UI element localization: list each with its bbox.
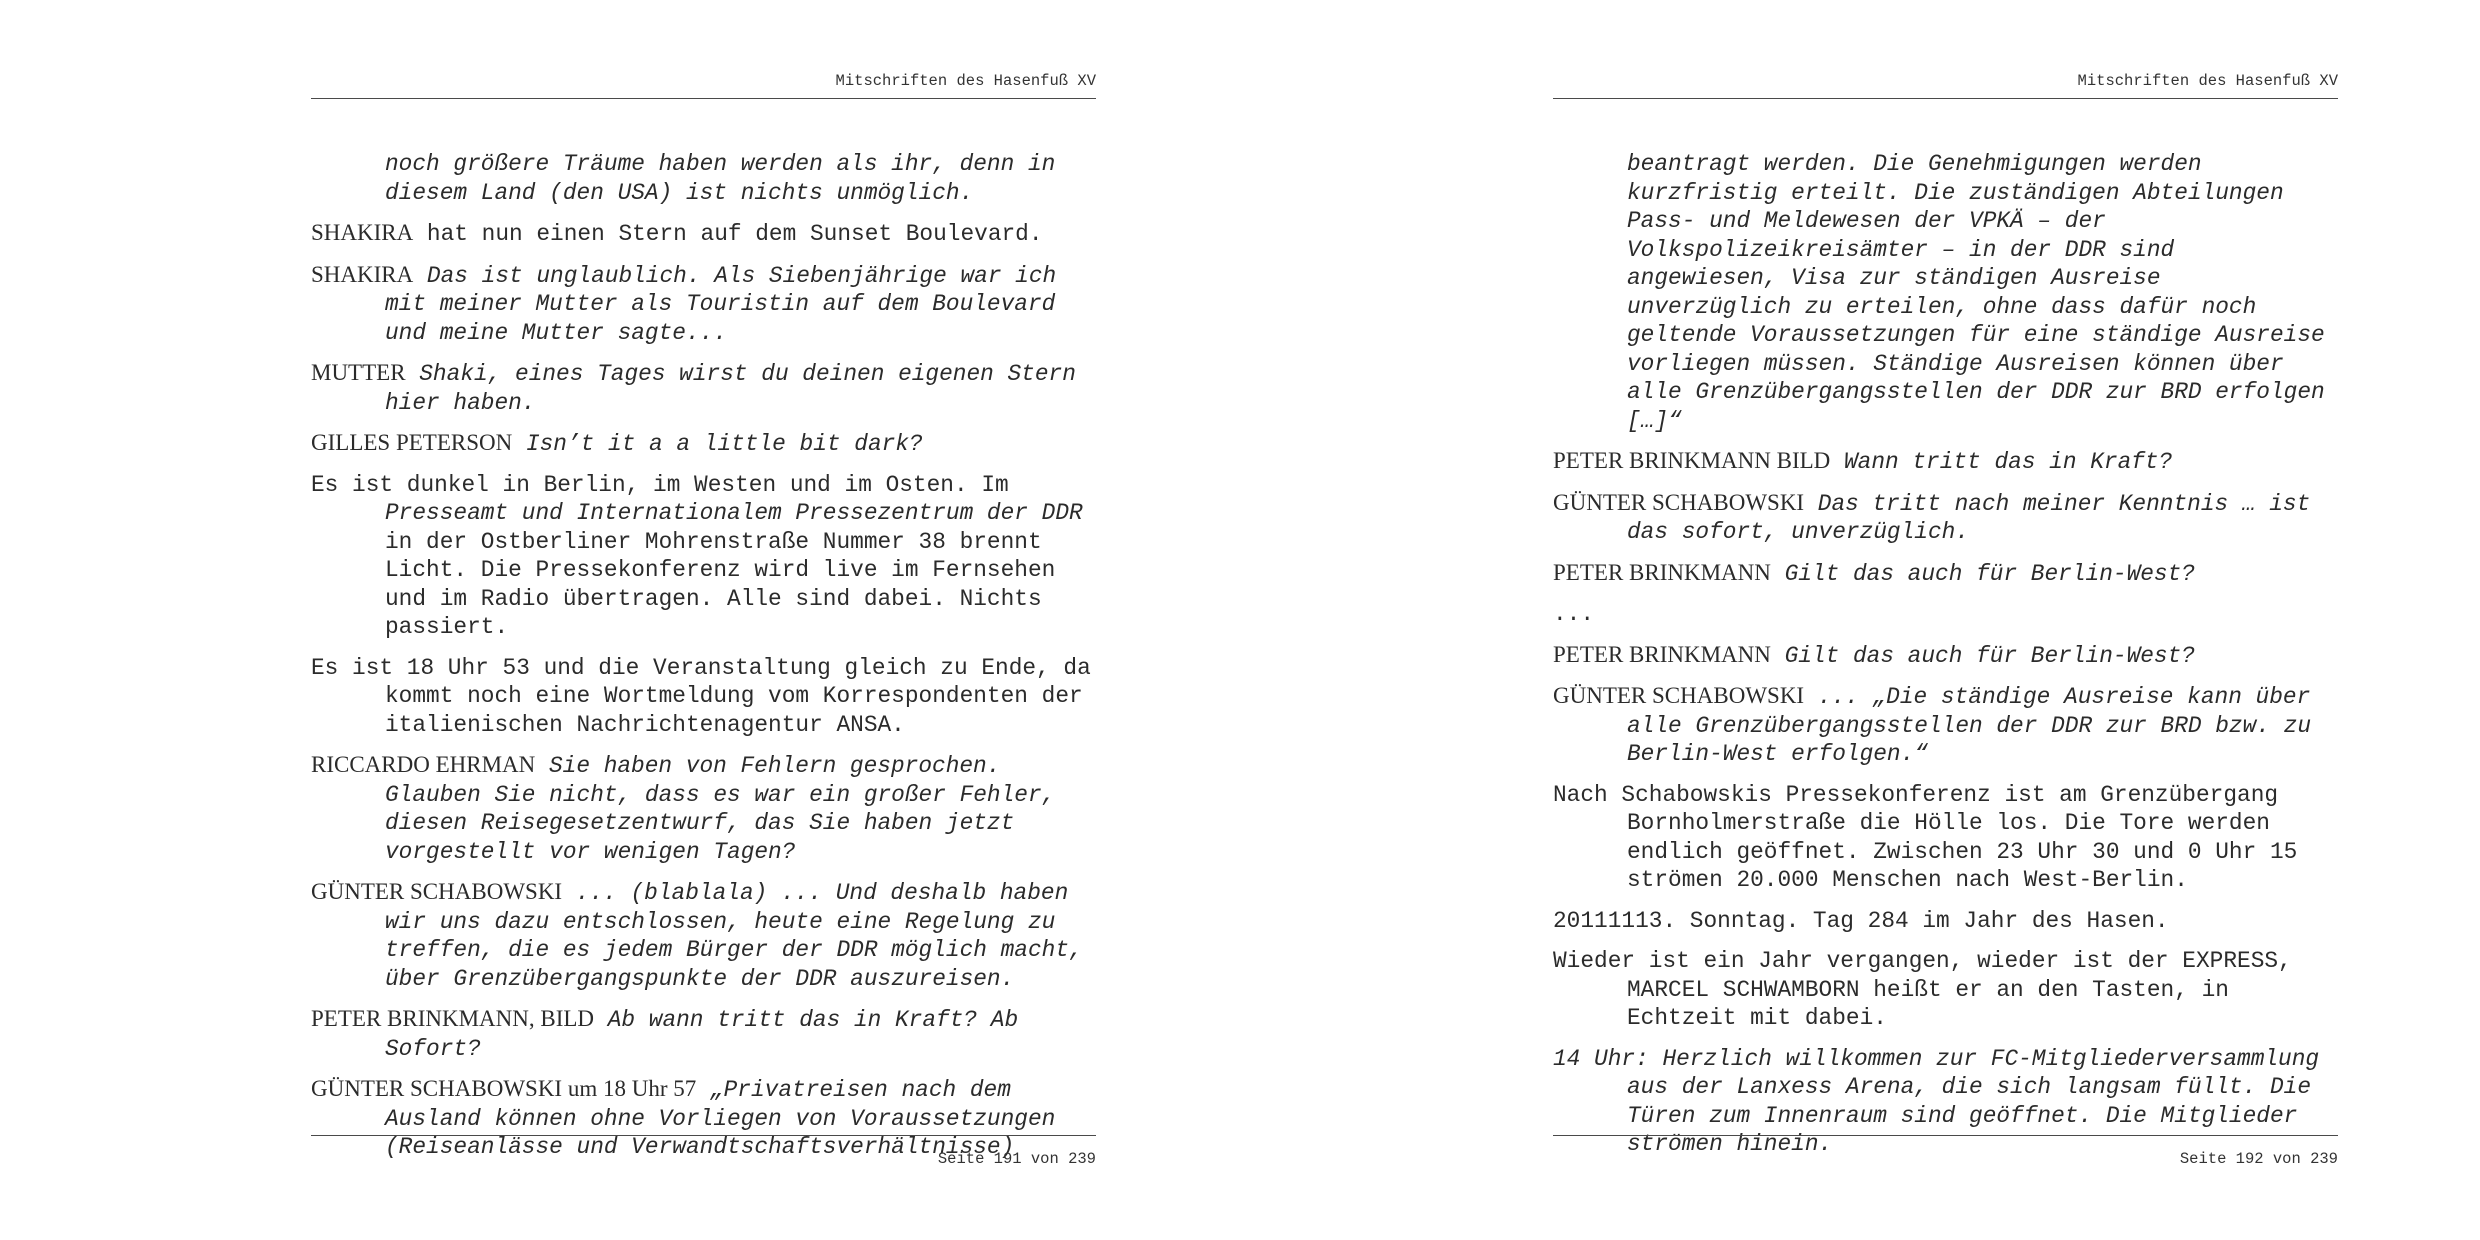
paragraph <box>311 1075 1096 1162</box>
speaker-name: PETER BRINKMANN, BILD <box>311 1006 595 1031</box>
paragraph-text: Wieder ist ein Jahr vergangen, wieder ist der EXPRESS, MARCEL SCHWAMBORN heißt er an den Tasten, in Echtzeit mit dabei. <box>1553 948 2292 1031</box>
speaker-name: PETER BRINKMANN <box>1553 641 1771 667</box>
speech-text: beantragt werden. Die Genehmigungen werden kurzfristig erteilt. Die zuständigen Abteilungen Pass- und Meldewesen der VPKÄ – der Volkspolizeikreisämter – in der DDR sind angewiesen, Visa zur ständigen Ausreise unverzüglich zu erteilen, ohne dass dafür noch geltende Voraussetzungen für eine ständige Ausreise vorliegen müssen. Ständige Ausreisen können über alle Grenzübergangsstellen der DDR zur BRD erfolgen […]“ <box>1627 151 2325 434</box>
paragraph <box>311 751 1096 866</box>
paragraph-text: Es ist 18 Uhr 53 und die Veranstaltung gleich zu Ende, da kommt noch eine Wortmeldung vom Korrespondenten der italienischen Nachrichtenagentur ANSA. <box>311 654 1091 738</box>
paragraph <box>311 1005 1096 1063</box>
speaker-name: GILLES PETERSON <box>311 430 513 455</box>
speech-text: Ab wann tritt das in Kraft? Ab Sofort? <box>385 1007 1019 1062</box>
paragraph <box>1553 907 2338 936</box>
speech-text: ... „Die ständige Ausreise kann über alle Grenzübergangsstellen der DDR zur BRD bzw. zu Berlin-West erfolgen.“ <box>1627 684 2312 767</box>
paragraph-text: Es ist dunkel in Berlin, im Westen und im Osten. Im <box>311 471 1009 498</box>
speaker-name: PETER BRINKMANN BILD <box>1553 448 1831 473</box>
speech-text: „Privatreisen nach dem Ausland können ohne Vorliegen von Voraussetzungen (Reiseanlässe und Verwandtschaftsverhältnisse) <box>385 1077 1056 1160</box>
speech-text: Das ist unglaublich. Als Siebenjährige war ich mit meiner Mutter als Touristin auf dem Boulevard und meine Mutter sagte... <box>385 262 1057 346</box>
speaker-name: GÜNTER SCHABOWSKI um 18 Uhr 57 <box>311 1076 697 1101</box>
footer-rule <box>1553 1135 2338 1136</box>
speaker-name: SHAKIRA <box>311 261 414 287</box>
paragraph <box>311 261 1096 348</box>
paragraph <box>311 429 1096 459</box>
paragraph <box>311 654 1096 740</box>
paragraph <box>1553 947 2338 1033</box>
speech-text: noch größere Träume haben werden als ihr, denn in diesem Land (den USA) ist nichts unmöglich. <box>385 151 1056 206</box>
paragraph <box>1553 600 2338 629</box>
speech-text: Das tritt nach meiner Kenntnis … ist das sofort, unverzüglich. <box>1627 490 2311 545</box>
paragraph <box>311 219 1096 249</box>
speaker-name: GÜNTER SCHABOWSKI <box>311 879 563 904</box>
speech-text: Gilt das auch für Berlin-West? <box>1784 642 2195 669</box>
page-body <box>311 150 1096 1174</box>
left-page <box>311 0 1096 1240</box>
speaker-name: RICCARDO EHRMAN <box>311 752 536 777</box>
speech-text: Wann tritt das in Kraft? <box>1843 449 2173 475</box>
speaker-name: MUTTER <box>311 360 406 385</box>
speech-text: Isn’t it a a little bit dark? <box>525 431 923 457</box>
paragraph-text: hat nun einen Stern auf dem Sunset Boulevard. <box>426 221 1043 247</box>
speech-text: ... (blablala) ... Und deshalb haben wir uns dazu entschlossen, heute eine Regelung zu treffen, die es jedem Bürger der DDR möglich macht, über Grenzübergangspunkte der DDR auszureisen. <box>385 880 1083 992</box>
paragraph <box>1553 559 2338 589</box>
running-head: Mitschriften des Hasenfuß XV <box>2077 72 2338 90</box>
page-body <box>1553 150 2338 1171</box>
paragraph <box>311 471 1096 642</box>
paragraph-text: in der Ostberliner Mohrenstraße Nummer 38 brennt Licht. Die Pressekonferenz wird live im Fernsehen und im Radio übertragen. Alle sind dabei. Nichts passiert. <box>385 528 1056 640</box>
paragraph <box>1553 1045 2338 1159</box>
speech-text: Shaki, eines Tages wirst du deinen eigenen Stern hier haben. <box>385 361 1076 416</box>
paragraph <box>1553 489 2338 547</box>
page-footer: Seite 191 von 239 <box>937 1150 1096 1168</box>
paragraph <box>311 359 1096 417</box>
page-footer: Seite 192 von 239 <box>2179 1150 2338 1168</box>
paragraph <box>1553 447 2338 477</box>
speech-text: Gilt das auch für Berlin-West? <box>1784 560 2195 587</box>
paragraph-text: 20111113. Sonntag. Tag 284 im Jahr des Hasen. <box>1553 907 2169 934</box>
speaker-name: SHAKIRA <box>311 220 414 245</box>
right-page <box>1553 0 2338 1240</box>
paragraph <box>311 878 1096 993</box>
speaker-name: GÜNTER SCHABOWSKI <box>1553 683 1805 708</box>
header-rule <box>1553 98 2338 99</box>
running-head: Mitschriften des Hasenfuß XV <box>835 72 1096 90</box>
speaker-name: PETER BRINKMANN <box>1553 559 1771 585</box>
paragraph-text: ... <box>1553 601 1595 627</box>
paragraph-text: Nach Schabowskis Pressekonferenz ist am Grenzübergang Bornholmerstraße die Hölle los. Die Tore werden endlich geöffnet. Zwischen 23 Uhr 30 und 0 Uhr 15 strömen 20.000 Menschen nach West-Berlin. <box>1553 781 2298 893</box>
speaker-name: GÜNTER SCHABOWSKI <box>1553 489 1805 515</box>
header-rule <box>311 98 1096 99</box>
paragraph <box>1553 682 2338 769</box>
paragraph <box>1553 641 2338 671</box>
paragraph <box>311 150 1096 207</box>
speech-text: Sie haben von Fehlern gesprochen. Glauben Sie nicht, dass es war ein großer Fehler, diesen Reisegesetzentwurf, das Sie haben jetzt vorgestellt vor wenigen Tagen? <box>385 753 1056 865</box>
speech-text: 14 Uhr: Herzlich willkommen zur FC-Mitgliederversammlung aus der Lanxess Arena, die sich langsam füllt. Die Türen zum Innenraum sind geöffnet. Die Mitglieder strömen hinein. <box>1553 1045 2320 1157</box>
paragraph <box>1553 150 2338 435</box>
footer-rule <box>311 1135 1096 1136</box>
paragraph-italic-text: Presseamt und Internationalem Pressezentrum der DDR <box>385 500 1083 526</box>
paragraph <box>1553 781 2338 895</box>
